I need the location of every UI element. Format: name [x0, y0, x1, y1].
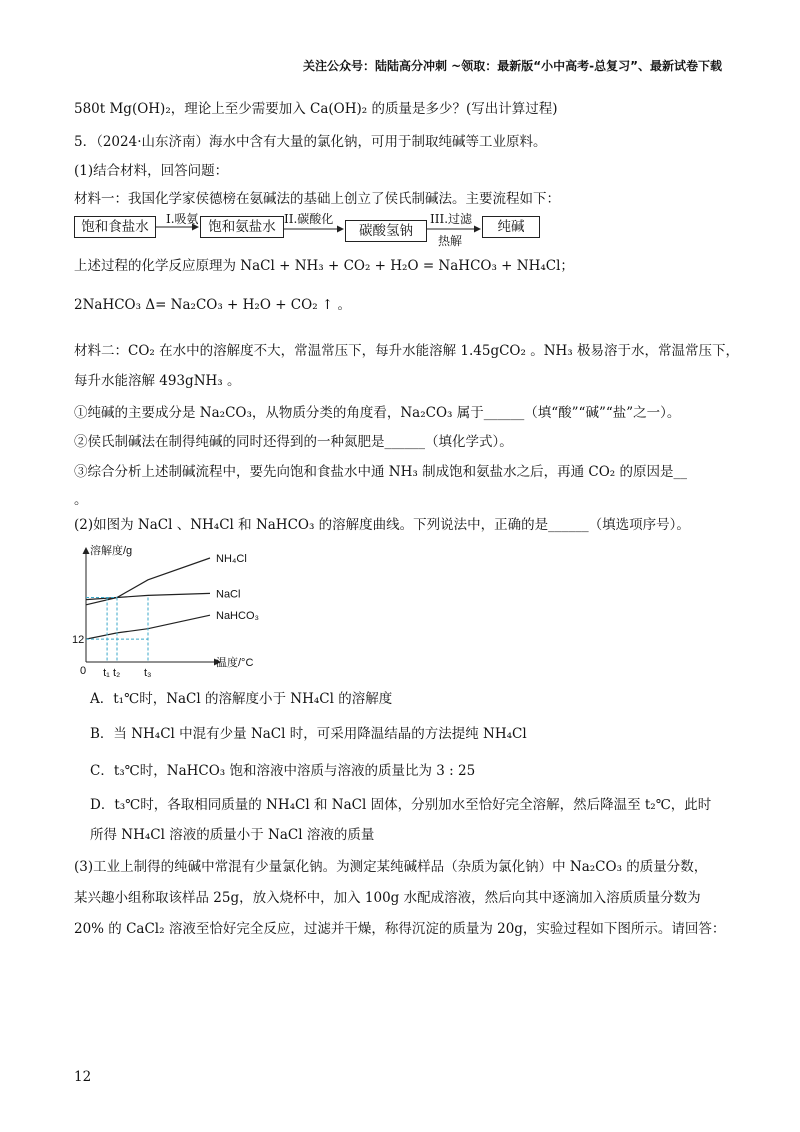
page-number: 12: [74, 1069, 92, 1085]
page-header: 关注公众号：陆陆高分冲刺 ~领取：最新版“小中高考-总复习”、最新试卷下载: [303, 59, 722, 73]
material-1: 材料一：我国化学家侯德榜在氨碱法的基础上创立了侯氏制碱法。主要流程如下：: [74, 191, 560, 207]
x-tick-1: t₂: [113, 667, 121, 679]
sub-question-3-end: 。: [74, 492, 88, 508]
sub-question-2: ②侯氏制碱法在制得纯碱的同时还得到的一种氮肥是______（填化学式）。: [74, 434, 513, 450]
x-tick-2: t₃: [144, 667, 152, 679]
option-c: C．t₃℃时，NaHCO₃ 饱和溶液中溶质与溶液的质量比为 3 : 25: [90, 763, 476, 779]
flow-step-2-label: II.碳酸化: [284, 212, 334, 226]
y-tick-12: 12: [72, 634, 85, 646]
flow-step-3-label-bottom: 热解: [438, 234, 463, 248]
flow-step-1-label: I.吸氨: [166, 212, 199, 226]
material-2-line-2: 每升水能溶解 493gNH₃ 。: [74, 373, 241, 389]
sub-question-3: ③综合分析上述制碱流程中，要先向饱和食盐水中通 NH₃ 制成饱和氨盐水之后，再通 CO₂ 的原因是__: [74, 464, 687, 480]
question-5-title: 5．（2024·山东济南）海水中含有大量的氯化钠，可用于制取纯碱等工业原料。: [74, 134, 547, 150]
reaction-equation-1: 上述过程的化学反应原理为 NaCl + NH₃ + CO₂ + H₂O = NaHCO₃ + NH₄Cl；: [74, 258, 574, 274]
solubility-chart: [60, 540, 300, 680]
material-2-line-1: 材料二：CO₂ 在水中的溶解度不大，常温常压下，每升水能溶解 1.45gCO₂ 。NH₃ 极易溶于水，常温常压下，: [74, 343, 739, 359]
series-label-1: NaCl: [216, 588, 241, 601]
flow-box-brine: 饱和食盐水: [74, 216, 156, 238]
previous-question-tail: 580t Mg(OH)₂，理论上至少需要加入 Ca(OH)₂ 的质量是多少？(写出计算过程): [74, 101, 558, 117]
flow-box-sodium-bicarbonate: 碳酸氢钠: [345, 220, 427, 242]
x-axis-label: 温度/°C: [216, 657, 254, 669]
part-3-line-3: 20% 的 CaCl₂ 溶液至恰好完全反应，过滤并干燥，称得沉淀的质量为 20g，实验过程如下图所示。请回答：: [74, 921, 726, 937]
part-3-line-1: (3)工业上制得的纯碱中常混有少量氯化钠。为测定某纯碱样品（杂质为氯化钠）中 Na₂CO₃ 的质量分数，: [74, 859, 708, 875]
x-tick-0: t₁: [103, 667, 110, 679]
series-label-2: NaHCO₃: [216, 610, 259, 623]
y-axis-label: 溶解度/g: [90, 545, 133, 557]
part-2-prompt: (2)如图为 NaCl 、NH₄Cl 和 NaHCO₃ 的溶解度曲线。下列说法中，正确的是______（填选项序号）。: [74, 517, 690, 533]
sub-question-1: ①纯碱的主要成分是 Na₂CO₃，从物质分类的角度看，Na₂CO₃ 属于______（填“酸”“碱”“盐”之一）。: [74, 405, 681, 421]
flow-box-soda-ash: 纯碱: [482, 216, 540, 238]
flow-box-ammonia-brine: 饱和氨盐水: [200, 216, 284, 238]
reaction-equation-2: 2NaHCO₃ Δ= Na₂CO₃ + H₂O + CO₂ ↑ 。: [74, 297, 352, 313]
part-1-prompt: (1)结合材料，回答问题：: [74, 163, 229, 179]
series-label-0: NH₄Cl: [216, 553, 247, 565]
part-3-line-2: 某兴趣小组称取该样品 25g，放入烧杯中，加入 100g 水配成溶液，然后向其中逐滴加入溶质质量分数为: [74, 890, 701, 906]
option-d-line-2: 所得 NH₄Cl 溶液的质量小于 NaCl 溶液的质量: [90, 827, 375, 843]
option-a: A．t₁℃时，NaCl 的溶解度小于 NH₄Cl 的溶解度: [90, 691, 393, 707]
option-d-line-1: D．t₃℃时，各取相同质量的 NH₄Cl 和 NaCl 固体，分别加水至恰好完全溶解，然后降温至 t₂℃，此时: [90, 797, 712, 813]
option-b: B．当 NH₄Cl 中混有少量 NaCl 时，可采用降温结晶的方法提纯 NH₄Cl: [90, 726, 527, 742]
flow-step-3-label-top: III.过滤: [430, 212, 473, 226]
flow-arrows: [0, 0, 800, 260]
origin-label: 0: [80, 665, 87, 677]
